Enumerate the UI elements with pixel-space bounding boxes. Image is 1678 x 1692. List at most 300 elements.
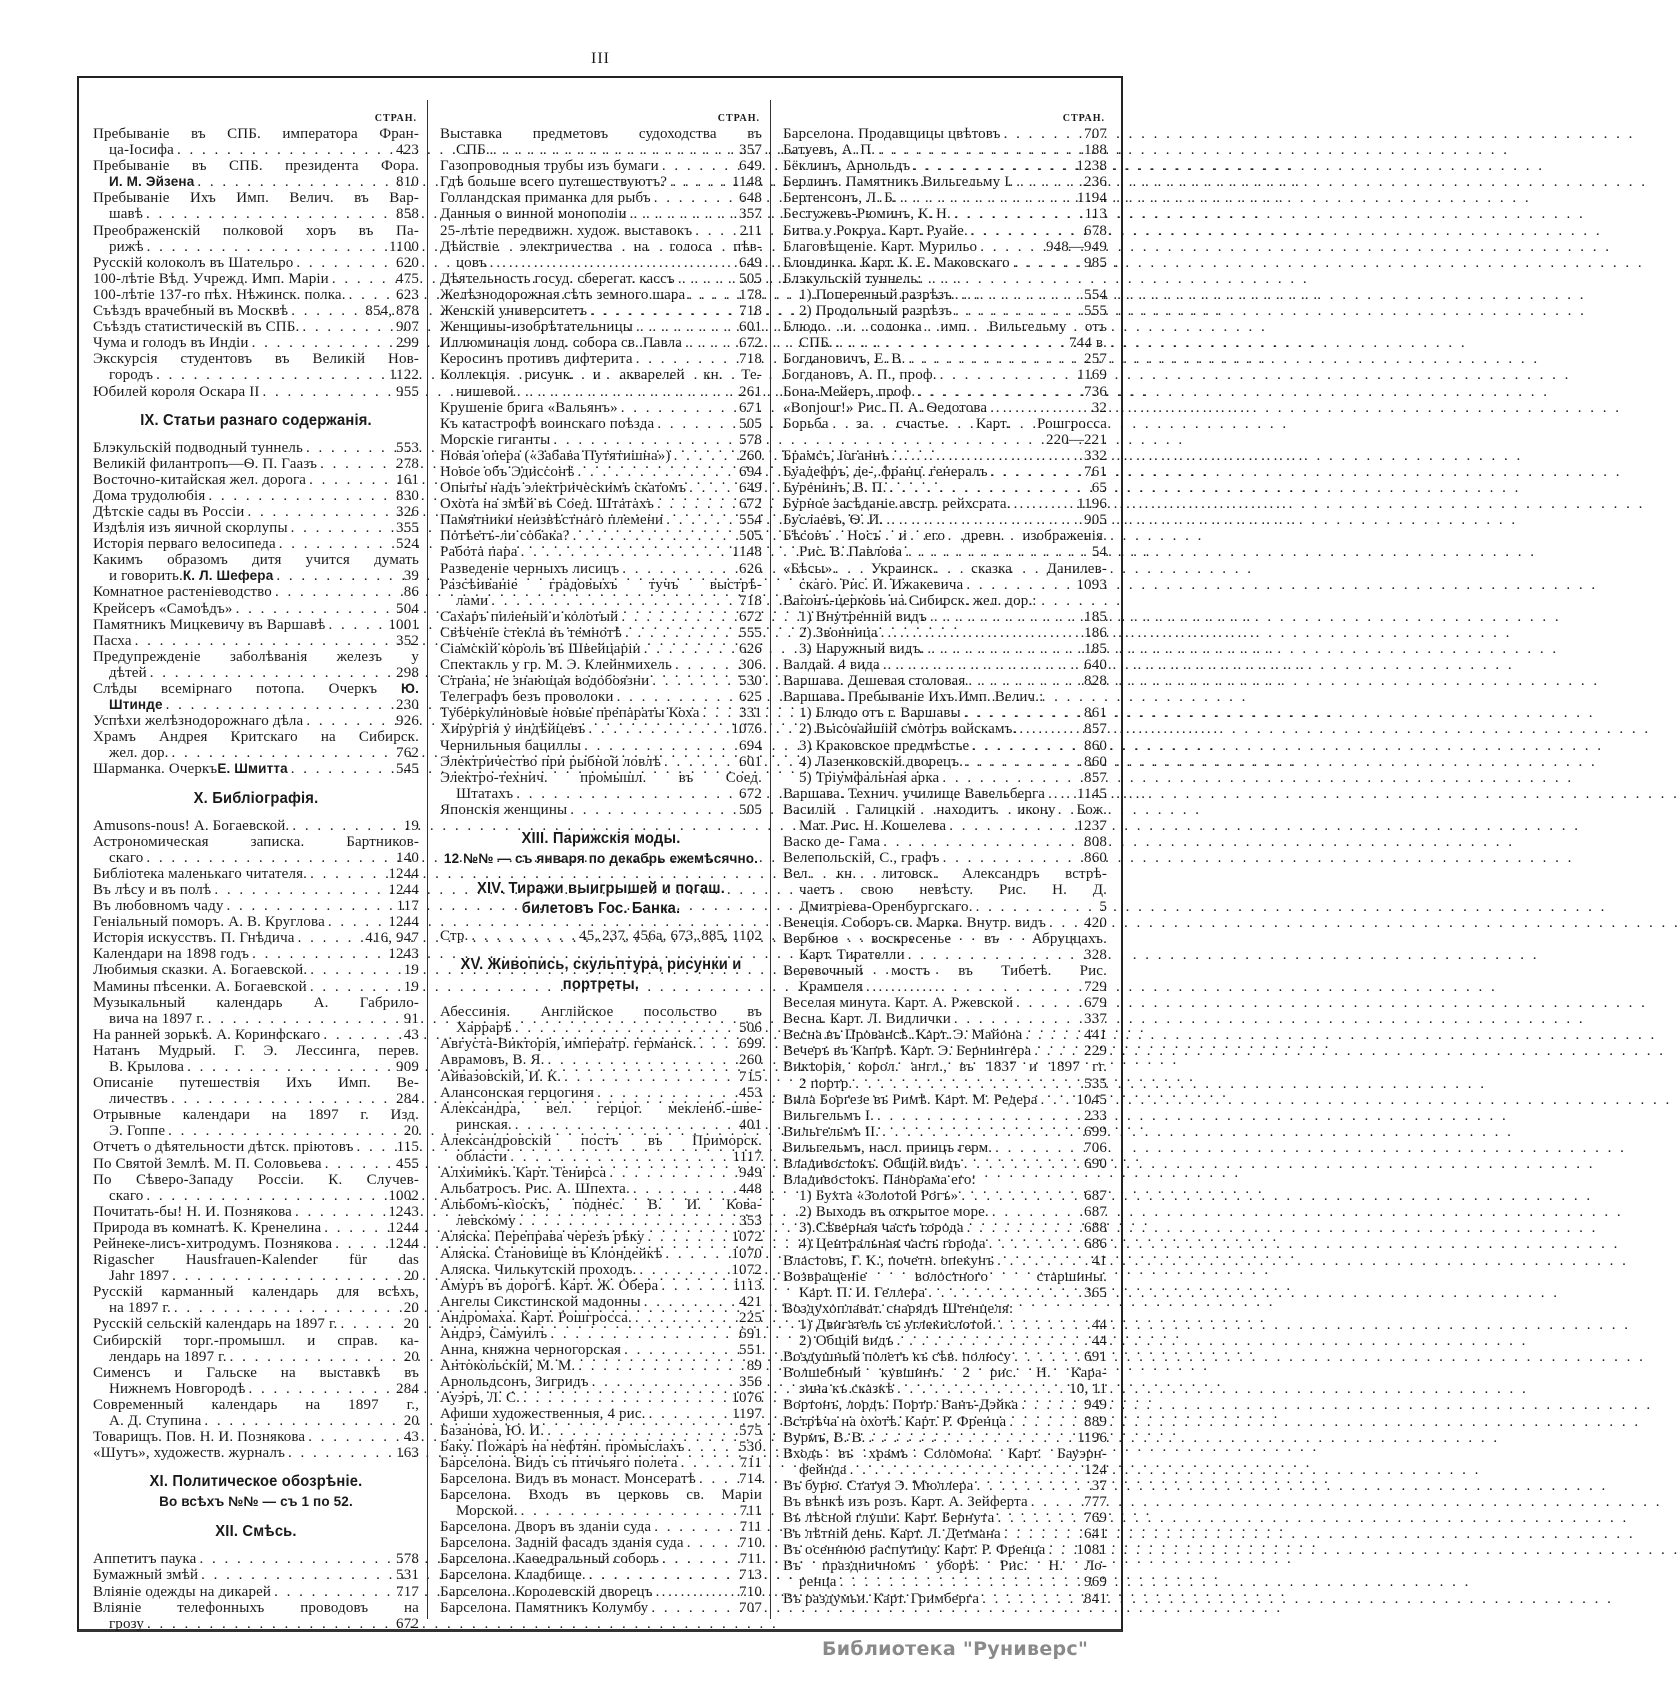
index-entry bbox=[93, 1252, 419, 1284]
entry-continuation-line bbox=[93, 206, 419, 222]
entry-title-continuation: фейнда bbox=[799, 1461, 847, 1478]
entry-title-continuation: области bbox=[456, 1148, 508, 1165]
page-number: 672 bbox=[739, 785, 762, 802]
entry-continuation-line bbox=[93, 367, 419, 383]
entry-title: Августа-Викторія, императр. германск. bbox=[440, 1036, 697, 1053]
entry-title: Барселона. Памятникъ Колумбу bbox=[440, 1599, 649, 1616]
dot-leader bbox=[952, 303, 1084, 319]
entry-title: Айвазовскій, И. К. bbox=[440, 1068, 562, 1085]
dot-leader bbox=[924, 641, 1084, 657]
index-entry bbox=[440, 126, 762, 158]
entry-title-continuation: ринская. bbox=[456, 1116, 512, 1133]
index-entry bbox=[440, 1133, 762, 1165]
page-number: 115 bbox=[396, 1139, 419, 1156]
index-entry bbox=[93, 1397, 419, 1429]
entry-title: Иллюминація лонд. собора св. Павла bbox=[440, 335, 683, 352]
entry-title: 1) Внутренній видъ bbox=[799, 608, 927, 625]
index-entry bbox=[783, 174, 1107, 190]
entry-title: Бертенсонъ, Л. Б. bbox=[783, 190, 897, 207]
index-entry bbox=[440, 705, 762, 721]
page-number: 453 bbox=[739, 1084, 762, 1101]
entry-line bbox=[440, 351, 762, 367]
entry-continuation-line bbox=[93, 1300, 419, 1316]
index-entry bbox=[783, 1365, 1107, 1397]
entry-line bbox=[440, 673, 762, 689]
page-number: 257 bbox=[1084, 351, 1107, 368]
page-number: 718 bbox=[739, 592, 762, 609]
entry-group-label bbox=[783, 1172, 1107, 1188]
entry-line bbox=[783, 287, 1107, 303]
index-entry bbox=[440, 528, 762, 544]
entry-line bbox=[440, 174, 762, 190]
entry-line bbox=[783, 1253, 1107, 1269]
index-entry bbox=[783, 303, 1107, 319]
dot-leader bbox=[520, 1390, 731, 1406]
entry-author: Штинде bbox=[109, 697, 163, 713]
dot-leader bbox=[1010, 255, 1084, 271]
index-entry bbox=[783, 1188, 1107, 1204]
entry-first-line bbox=[440, 126, 762, 142]
page-number: 1196 bbox=[1076, 496, 1107, 513]
entry-title: Разведеніе черныхъ лисицъ bbox=[440, 560, 620, 577]
entry-line bbox=[93, 520, 419, 536]
index-entry bbox=[440, 496, 762, 512]
entry-line bbox=[440, 319, 762, 335]
entry-line bbox=[783, 1414, 1107, 1430]
index-entry bbox=[93, 1075, 419, 1107]
entry-title: Преображенскій полковой хоръ въ Па- bbox=[93, 222, 419, 239]
page-number: 278 bbox=[396, 455, 419, 472]
entry-line bbox=[93, 930, 419, 946]
page-number: 1196 bbox=[1076, 1429, 1107, 1446]
dot-leader bbox=[292, 1204, 388, 1220]
dot-leader bbox=[305, 1429, 403, 1445]
entry-title: Астрономическая записка. Бартников- bbox=[93, 833, 419, 850]
index-entry bbox=[93, 504, 419, 520]
dot-leader bbox=[675, 271, 739, 287]
dot-leader bbox=[633, 319, 739, 335]
entry-line bbox=[440, 1326, 762, 1342]
entry-first-line bbox=[783, 1446, 1107, 1462]
entry-title: Русскій сельскій календарь на 1897 г. bbox=[93, 1316, 338, 1333]
index-entry bbox=[440, 400, 762, 416]
entry-line bbox=[93, 1584, 419, 1600]
entry-line bbox=[440, 1181, 762, 1197]
index-entry bbox=[783, 1011, 1107, 1027]
dot-leader bbox=[288, 303, 365, 319]
dot-leader bbox=[630, 1181, 739, 1197]
dot-leader bbox=[1016, 721, 1084, 737]
entry-title-continuation: Карт. П. И. Геллера bbox=[799, 1284, 926, 1301]
index-entry bbox=[783, 689, 1107, 705]
entry-title: Великій филантропъ—Ѳ. П. Гаазъ bbox=[93, 455, 318, 472]
entry-line bbox=[783, 834, 1107, 850]
entry-line bbox=[93, 601, 419, 617]
entry-title: Новая опера («Забава Путятишна») bbox=[440, 447, 671, 464]
entry-line bbox=[783, 1092, 1107, 1108]
entry-title-continuation: Э. Гоппе bbox=[109, 1123, 166, 1140]
page-number: 694 bbox=[739, 737, 762, 754]
entry-title-continuation: лендарь на 1897 г. bbox=[109, 1348, 227, 1365]
entry-title: Въ осеннюю распутицу. Карт. Р. Френца bbox=[783, 1542, 1046, 1559]
index-entry bbox=[93, 126, 419, 158]
dot-leader bbox=[307, 866, 388, 882]
entry-title: Памятники неизвѣстнаго племени bbox=[440, 512, 664, 529]
entry-line bbox=[783, 239, 1107, 255]
dot-leader bbox=[575, 464, 740, 480]
entry-title: Натанъ Мудрый. Г. Э. Лессинга, перев. bbox=[93, 1042, 419, 1059]
dot-leader bbox=[561, 1069, 739, 1085]
page-number: 860 bbox=[1084, 850, 1107, 867]
entry-title: Сахаръ пиленый и колотый bbox=[440, 608, 619, 625]
entry-title: Въ лѣтній день. Карт. Л. Детмана bbox=[783, 1526, 1001, 1543]
page-number: 1244 bbox=[388, 1236, 419, 1252]
index-entry bbox=[783, 480, 1107, 496]
page-number: 505 bbox=[739, 801, 762, 818]
index-entry bbox=[440, 641, 762, 657]
entry-continuation-line bbox=[93, 697, 419, 713]
entry-first-line bbox=[93, 1333, 419, 1349]
dot-leader bbox=[961, 1156, 1084, 1172]
entry-title: Rigascher Hausfrauen-Kalender für das bbox=[93, 1252, 419, 1269]
entry-title: Васко де- Гама bbox=[783, 834, 881, 851]
entry-title: Газопроводныя трубы изъ бумаги bbox=[440, 158, 659, 175]
dot-leader bbox=[874, 1108, 1084, 1124]
entry-continuation-line bbox=[93, 1188, 419, 1204]
dot-leader bbox=[211, 882, 388, 898]
entry-title: Валдай. 4 вида bbox=[783, 657, 880, 674]
dot-leader bbox=[488, 593, 739, 609]
index-entry bbox=[783, 351, 1107, 367]
entry-title: Анна, княжна черногорская bbox=[440, 1342, 622, 1359]
entry-title: Владивостокъ. Общій видъ bbox=[783, 1156, 961, 1172]
entry-title: Въ вѣнкѣ изъ розъ. Карт. А. Зейферта bbox=[783, 1493, 1028, 1510]
dot-leader bbox=[198, 1567, 396, 1583]
index-entry bbox=[440, 174, 762, 190]
dot-leader bbox=[994, 1510, 1084, 1526]
entry-line bbox=[440, 1390, 762, 1406]
entry-title-continuation: Jahr 1897 bbox=[109, 1268, 170, 1285]
entry-line bbox=[783, 1188, 1107, 1204]
entry-title: Буслаевъ, Ѳ. И. bbox=[783, 512, 884, 529]
page-number: 707 bbox=[1084, 126, 1107, 142]
entry-title: Дѣйствіе электричества на голоса пѣв- bbox=[440, 238, 762, 255]
entry-line bbox=[440, 1085, 762, 1101]
dot-leader bbox=[894, 1381, 1069, 1397]
entry-line bbox=[783, 1591, 1107, 1607]
entry-line bbox=[440, 1567, 762, 1583]
entry-line bbox=[783, 1494, 1107, 1510]
index-entry bbox=[440, 1487, 762, 1519]
index-entry bbox=[783, 657, 1107, 673]
entry-line bbox=[783, 1478, 1107, 1494]
page-number: 830 bbox=[396, 487, 419, 504]
entry-title: Богдановъ, А. П., проф. bbox=[783, 367, 937, 384]
entry-continuation-line bbox=[783, 1076, 1107, 1092]
entry-line bbox=[440, 721, 762, 737]
page-number: 761 bbox=[1084, 463, 1107, 480]
page-number: 769 bbox=[1084, 1510, 1107, 1527]
entry-line bbox=[783, 255, 1107, 271]
page-number: 1145 bbox=[1076, 785, 1107, 802]
dot-leader bbox=[963, 754, 1084, 770]
dot-leader bbox=[325, 617, 388, 633]
entry-title: Арнольдсонъ, Зигридъ bbox=[440, 1374, 589, 1391]
entry-title-continuation: В. Крылова bbox=[109, 1058, 185, 1075]
index-entry bbox=[440, 673, 762, 689]
page-number: 810 bbox=[396, 174, 419, 191]
dot-leader bbox=[547, 1326, 739, 1342]
index-entry bbox=[93, 472, 419, 488]
index-entry bbox=[783, 1558, 1107, 1590]
entry-line bbox=[93, 472, 419, 488]
entry-title: Вербное воскресенье въ Абруццахъ. bbox=[783, 930, 1107, 947]
entry-title-continuation: лами bbox=[456, 592, 489, 609]
entry-line bbox=[783, 1510, 1107, 1526]
page-number: 640 bbox=[1084, 657, 1107, 674]
entry-line bbox=[783, 1140, 1107, 1156]
entry-continuation-line bbox=[440, 786, 762, 802]
dot-leader bbox=[165, 1123, 404, 1139]
dot-leader bbox=[883, 512, 1084, 528]
dot-leader bbox=[233, 601, 396, 617]
dot-leader bbox=[684, 1535, 739, 1551]
entry-title: Андрэ, Самуилъ bbox=[440, 1326, 548, 1342]
page-number: 554 bbox=[739, 512, 762, 529]
entry-continuation-line bbox=[783, 899, 1107, 915]
entry-title: Сименсъ и Гальске на выставкѣ въ bbox=[93, 1364, 419, 1381]
entry-title: Баку. Пожаръ на нефтян. промыслахъ bbox=[440, 1438, 685, 1455]
entry-title: Чума и голодъ въ Индіи bbox=[93, 335, 249, 352]
entry-title: Памятникъ Мицкевичу въ Варшавѣ bbox=[93, 616, 326, 633]
entry-first-line bbox=[440, 367, 762, 383]
page-number: 455 bbox=[396, 1155, 419, 1172]
dot-leader bbox=[288, 761, 396, 777]
entry-title: Электричество при рыбной ловлѣ bbox=[440, 753, 662, 770]
page-number: 441 bbox=[1084, 1027, 1107, 1044]
entry-title: Блэкульскій подводный туннель bbox=[93, 439, 304, 456]
page-number: 185 bbox=[1084, 641, 1107, 657]
entry-title: По Святой Землѣ. М. П. Соловьева bbox=[93, 1155, 322, 1172]
dot-leader bbox=[641, 1294, 739, 1310]
dot-leader bbox=[614, 689, 739, 705]
index-entry bbox=[440, 561, 762, 577]
entry-title: Рейнеке-лисъ-хитродумъ. Познякова bbox=[93, 1236, 333, 1252]
entry-title: 4) Центральная часть города bbox=[799, 1236, 986, 1253]
page-number: 298 bbox=[396, 664, 419, 681]
index-table-frame bbox=[77, 76, 1123, 1632]
dot-leader bbox=[697, 1036, 739, 1052]
entry-line bbox=[440, 448, 762, 464]
index-entry bbox=[93, 1567, 419, 1583]
entry-line bbox=[93, 633, 419, 649]
dot-leader bbox=[196, 1551, 396, 1567]
dot-leader bbox=[295, 930, 366, 946]
dot-leader bbox=[692, 223, 739, 239]
entry-line bbox=[93, 1204, 419, 1220]
entry-line bbox=[440, 1471, 762, 1487]
entry-line bbox=[783, 303, 1107, 319]
entry-continuation-line bbox=[783, 1285, 1107, 1301]
dot-leader bbox=[651, 190, 739, 206]
dot-leader bbox=[889, 448, 1085, 464]
dot-leader bbox=[875, 142, 1084, 158]
entry-line bbox=[440, 1584, 762, 1600]
entry-title: Музыкальный календарь А. Габрило- bbox=[93, 994, 419, 1011]
index-entry bbox=[440, 1181, 762, 1197]
entry-title: Богдановичъ, Е. В. bbox=[783, 351, 906, 368]
dot-leader bbox=[654, 496, 739, 512]
entry-title: Въ раздумьи. Карт. Гримберга bbox=[783, 1590, 980, 1607]
entry-title: Свѣченіе стекла въ темнотѣ bbox=[440, 624, 622, 641]
index-entry bbox=[783, 1140, 1107, 1156]
page-number: 691 bbox=[1084, 1349, 1107, 1366]
entry-line bbox=[440, 1551, 762, 1567]
entry-line bbox=[783, 480, 1107, 496]
dot-leader bbox=[658, 1278, 732, 1294]
index-entry bbox=[783, 1027, 1107, 1043]
entry-title: Сибирскій торг.-промышл. и справ. ка- bbox=[93, 1332, 419, 1349]
index-entry bbox=[440, 1165, 762, 1181]
page-number: 1072 bbox=[731, 1261, 762, 1278]
dot-leader bbox=[986, 1236, 1084, 1252]
dot-leader bbox=[303, 713, 396, 729]
entry-title: Современный календарь на 1897 г., bbox=[93, 1396, 419, 1413]
index-entry bbox=[440, 1519, 762, 1535]
index-entry bbox=[440, 1229, 762, 1245]
entry-title: Товарищъ. Пов. Н. И. Познякова bbox=[93, 1429, 306, 1446]
entry-line bbox=[440, 271, 762, 287]
dot-leader bbox=[837, 1574, 1084, 1590]
entry-title: Опыты надъ электрическимъ скатомъ bbox=[440, 480, 687, 497]
entry-first-line bbox=[440, 1487, 762, 1503]
page-number: 710 bbox=[739, 1535, 762, 1552]
page-number: 1081 bbox=[1076, 1542, 1107, 1559]
page-number-header: III bbox=[591, 50, 610, 67]
entry-line bbox=[93, 1220, 419, 1236]
page-number: 186 bbox=[1084, 624, 1107, 641]
entry-title: Коллекція рисунк. и акварелей кн. Те- bbox=[440, 367, 762, 384]
entry-title: Геніальный поморъ. А. В. Круглова bbox=[93, 914, 325, 931]
entry-continuation-line bbox=[440, 593, 762, 609]
entry-title: «Бѣсы». Украинск. сказка Данилев- bbox=[783, 560, 1107, 577]
entry-title: Бёклинъ, Арнольдъ bbox=[783, 158, 911, 175]
dot-leader bbox=[490, 142, 739, 158]
page-number: 337 bbox=[1084, 1011, 1107, 1028]
entry-line bbox=[440, 609, 762, 625]
index-entry bbox=[783, 271, 1107, 287]
index-entry bbox=[440, 928, 762, 944]
entry-line bbox=[440, 1406, 762, 1422]
page-number: 20 bbox=[403, 1123, 419, 1140]
dot-leader bbox=[621, 1342, 739, 1358]
index-entry bbox=[783, 367, 1107, 383]
entry-title: Какимъ образомъ дитя учится думать bbox=[93, 552, 419, 569]
entry-line bbox=[783, 448, 1107, 464]
page-number: 1148 bbox=[731, 544, 762, 561]
entry-line bbox=[440, 223, 762, 239]
index-entry bbox=[93, 1107, 419, 1139]
page-number: 1001 bbox=[388, 616, 419, 633]
dot-leader bbox=[1046, 915, 1084, 931]
entry-title: Вильгельмъ II. bbox=[783, 1123, 880, 1140]
entry-title: По Сѣверо-Западу Россіи. К. Случев- bbox=[93, 1171, 419, 1188]
index-entry bbox=[93, 1333, 419, 1365]
dot-leader bbox=[321, 1220, 388, 1236]
page-number: 19 bbox=[403, 962, 419, 979]
index-entry bbox=[440, 1294, 762, 1310]
index-entry bbox=[440, 1374, 762, 1390]
entry-line bbox=[440, 561, 762, 577]
index-entry bbox=[783, 995, 1107, 1011]
index-entry bbox=[783, 641, 1107, 657]
page-number: 714 bbox=[739, 1470, 762, 1487]
entry-title-continuation: скаго bbox=[109, 849, 144, 866]
index-entry bbox=[93, 882, 419, 898]
index-entry bbox=[783, 1478, 1107, 1494]
entry-continuation-line bbox=[783, 335, 1107, 351]
entry-line bbox=[783, 1349, 1107, 1365]
entry-title: Телеграфъ безъ проволоки bbox=[440, 689, 614, 706]
entry-title: Александра, вел. герцог. мекленб.-шве- bbox=[440, 1100, 762, 1117]
entry-middle-line: чаетъ свою невѣсту. Рис. Н. Д. bbox=[799, 882, 1107, 899]
dot-leader bbox=[1013, 174, 1084, 190]
dot-leader bbox=[201, 1413, 403, 1429]
index-entry bbox=[440, 464, 762, 480]
dot-leader bbox=[987, 400, 1091, 416]
entry-title: Встрѣча на охотѣ. Карт. Р. Френца bbox=[783, 1413, 1007, 1430]
entry-title: 1) Бухта «Золотой Рогъ» bbox=[799, 1188, 959, 1205]
entry-author: К. Л. Шефера bbox=[182, 568, 274, 584]
page-number: 985 bbox=[1084, 254, 1107, 271]
entry-line bbox=[440, 625, 762, 641]
entry-line bbox=[783, 206, 1107, 222]
page-number: 261 bbox=[739, 383, 762, 400]
page-number: 19 bbox=[403, 817, 419, 834]
entry-line bbox=[783, 1011, 1107, 1027]
entry-title: 100-лѣтіе 137-го пѣх. Нѣжинск. полка. bbox=[93, 286, 346, 303]
entry-title-continuation: на 1897 г. bbox=[109, 1300, 171, 1317]
index-entry bbox=[440, 770, 762, 802]
dot-leader bbox=[663, 512, 739, 528]
entry-title: Почитать-бы! Н. И. Познякова bbox=[93, 1203, 292, 1220]
page-number: 1197 bbox=[731, 1406, 762, 1423]
dot-leader bbox=[1045, 1542, 1076, 1558]
dot-leader bbox=[1045, 786, 1077, 802]
entry-line bbox=[783, 1027, 1107, 1043]
page-number: 260 bbox=[739, 447, 762, 464]
dot-leader bbox=[897, 190, 1077, 206]
dot-leader bbox=[968, 223, 1084, 239]
index-entry bbox=[93, 584, 419, 600]
page-number: 711 bbox=[739, 1519, 762, 1536]
index-entry bbox=[93, 456, 419, 472]
index-entry bbox=[783, 1204, 1107, 1220]
index-entry bbox=[440, 416, 762, 432]
entry-first-line bbox=[93, 1397, 419, 1413]
entry-title: Крушеніе брига «Вальянъ» bbox=[440, 399, 618, 416]
entry-line bbox=[783, 223, 1107, 239]
index-entry bbox=[783, 963, 1107, 995]
entry-continuation-line bbox=[93, 1349, 419, 1365]
page-number: 694 bbox=[739, 463, 762, 480]
dot-leader bbox=[965, 673, 1084, 689]
index-entry bbox=[783, 1494, 1107, 1510]
entry-title: 3) Наружный видъ. bbox=[799, 641, 925, 657]
entry-title: Дома трудолюбія bbox=[93, 487, 206, 504]
index-entry bbox=[783, 142, 1107, 158]
entry-title: Вел. кн. литовск. Александръ встрѣ- bbox=[783, 866, 1107, 883]
